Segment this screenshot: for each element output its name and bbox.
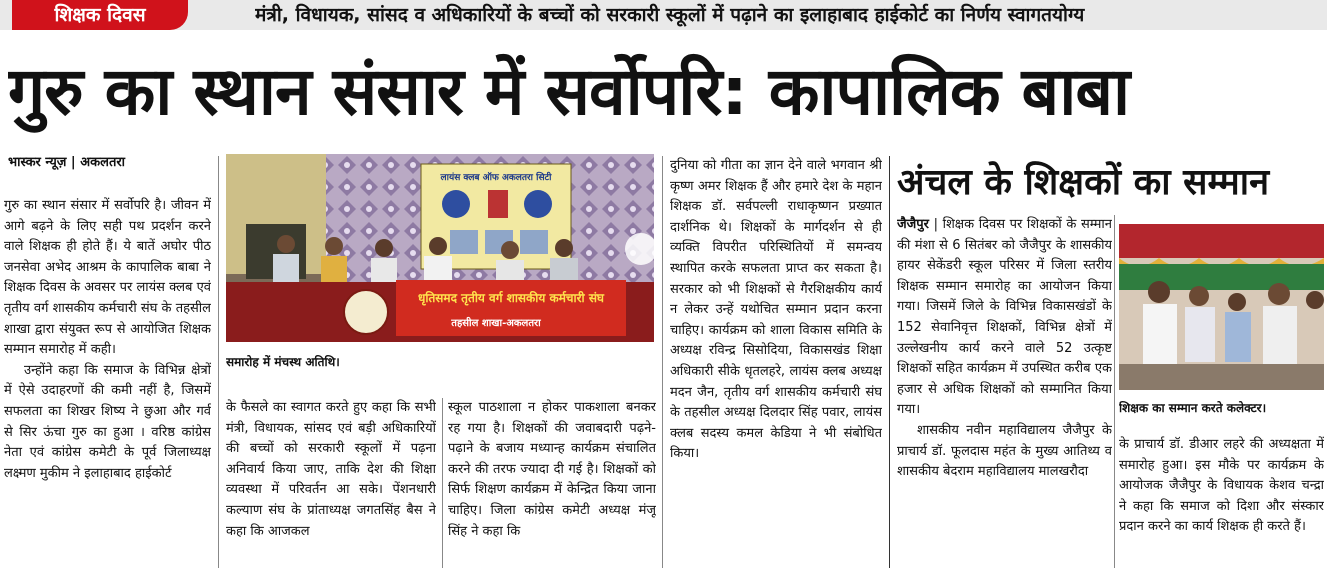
page-title: गुरु का स्थान संसार में सर्वोपरि: कापालिक बाबा [8,53,1130,130]
dateline: जैजैपुर [897,217,929,232]
side-story-column-1 [897,215,1112,568]
paragraph: के प्राचार्य डॉ. डीआर लहरे की अध्यक्षता में समारोह हुआ। इस मौके पर कार्यक्रम के आयोजक जैजैपुर के विधायक केशव चन्द्रा ने कहा कि समाज को दिशा और संस्कार प्रदान करने का कार्य शिक्षक ही करते हैं। [1119,437,1324,535]
main-story-column-3 [448,398,656,568]
side-story-column-2 [1119,435,1324,568]
paragraph: स्कूल पाठशाला न होकर पाकशाला बनकर रह गया है। शिक्षकों की जवाबदारी पढ़ने-पढ़ाने के बजाय मध्यान्ह कार्यक्रम संचालित करने की तरफ ज्यादा दी गई है। शिक्षकों को सिर्फ शिक्षण कार्यक्रम में केन्द्रित किया जाना चाहिए। जिला कांग्रेस कमेटी अध्यक्ष मंजू सिंह ने कहा कि [448,400,656,539]
stage-photo-image [226,154,654,342]
column-divider [1114,215,1115,568]
kicker-line: मंत्री, विधायक, सांसद व अधिकारियों के बच्चों को सरकारी स्कूलों में पढ़ाने का इलाहाबाद हाईकोर्ट का निर्णय स्वागतयोग्य [255,4,1085,26]
main-story-column-4 [670,156,882,568]
paragraph-text: | शिक्षक दिवस पर शिक्षकों के सम्मान की मंशा से 6 सितंबर को जैजैपुर के शासकीय हायर सेकेंडरी स्कूल परिसर में जिला स्तरीय शिक्षक सम्मान समारोह का आयोजन किया गया। जिसमें जिले के विभिन्न विकासखंडों के 152 सेवानिवृत्त शिक्षकों, विभिन्न क्षेत्रों में उल्लेखनीय कार्य करने वाले 52 उत्कृष्ट शिक्षकों सहित कार्यक्रम में उपस्थित करीब एक हजार से अधिक शिक्षकों को सम्मानित किया गया। [897,217,1112,418]
paragraph: गुरु का स्थान संसार में सर्वोपरि है। जीवन में आगे बढ़ने के लिए सही पथ प्रदर्शन करने वाले शिक्षक ही होते हैं। ये बातें अघोर पीठ जनसेवा अभेद आश्रम के कापालिक बाबा ने शिक्षक दिवस के अवसर पर लायंस क्लब एवं तृतीय वर्ग शासकीय कर्मचारी संघ के तहसील शाखा द्वारा संयुक्त रूप से आयोजित शिक्षक सम्मान समारोह में कही। [4,198,211,358]
paragraph: शासकीय नवीन महाविद्यालय जैजैपुर के प्राचार्य डॉ. फूलदास महंत के मुख्य आतिथ्य व शासकीय बेदराम महाविद्यालय मालखरौदा [897,422,1112,480]
column-divider [218,156,219,568]
column-divider [442,398,443,568]
photo-caption: समारोह में मंचस्थ अतिथि। [226,355,340,369]
column-divider [889,156,890,568]
stage-photo [226,154,654,342]
honor-photo [1119,224,1324,390]
banner-sub-text: तहसील शाखा-अकलतरा [451,318,541,329]
byline: भास्कर न्यूज़ | अकलतरा [8,155,126,170]
banner-top-text: लायंस क्लब ऑफ अकलतरा सिटी [440,173,552,183]
section-tag: शिक्षक दिवस [12,0,188,30]
honor-photo-image [1119,224,1324,390]
main-story-column-1 [4,196,211,568]
paragraph: उन्होंने कहा कि समाज के विभिन्न क्षेत्रों में ऐसे उदाहरणों की कमी नहीं है, जिसमें सफलता का शिखर शिष्य ने छुआ और गर्व से सिर ऊंचा गुरु का हुआ । वरिष्ठ कांग्रेस नेता एवं कांग्रेस कमेटी के पूर्व जिलाध्यक्ष लक्ष्मण मुकीम ने इलाहाबाद हाईकोर्ट [4,362,211,481]
paragraph: दुनिया को गीता का ज्ञान देने वाले भगवान श्री कृष्ण अमर शिक्षक हैं और हमारे देश के महान शिक्षक डॉ. सर्वपल्ली राधाकृष्णन प्रख्यात दार्शनिक थे। शिक्षकों के मार्गदर्शन से ही व्यक्ति विपरीत परिस्थितियों में समन्वय स्थापित करके सफलता प्राप्त कर सकता है। सरकार को भी शिक्षकों से गैरशिक्षकीय कार्य न लेकर उन्हें यथोचित सम्मान प्रदान करना चाहिए। कार्यक्रम को शाला विकास समिति के अध्यक्ष रविन्द्र सिसोदिया, विकासखंड शिक्षा अधिकारी सीके धृतलहरे, लायंस क्लब अध्यक्ष मदन जैन, तृतीय वर्ग शासकीय कर्मचारी संघ के तहसील अध्यक्ष दिलदार सिंह पवार, लायंस क्लब सदस्य कमल केडिया ने भी संबोधित किया। [670,158,882,462]
side-story-headline: अंचल के शिक्षकों का सम्मान [897,162,1270,203]
paragraph [897,215,1112,421]
paragraph: के फैसले का स्वागत करते हुए कहा कि सभी मंत्री, विधायक, सांसद एवं बड़ी अधिकारियों की बच्चों को सरकारी स्कूलों में पढ़ना अनिवार्य किया जाए, ताकि देश की शिक्षा व्यवस्था में परिवर्तन आ सके। पेंशनधारी कल्याण संघ के प्रांताध्यक्ष जगतसिंह बैस ने कहा कि आजकल [226,400,436,539]
photo-caption: शिक्षक का सम्मान करते कलेक्टर। [1119,401,1267,415]
main-story-column-2 [226,398,436,568]
column-divider [662,156,663,568]
banner-main-text: धृतिसमद तृतीय वर्ग शासकीय कर्मचारी संघ [417,291,605,305]
